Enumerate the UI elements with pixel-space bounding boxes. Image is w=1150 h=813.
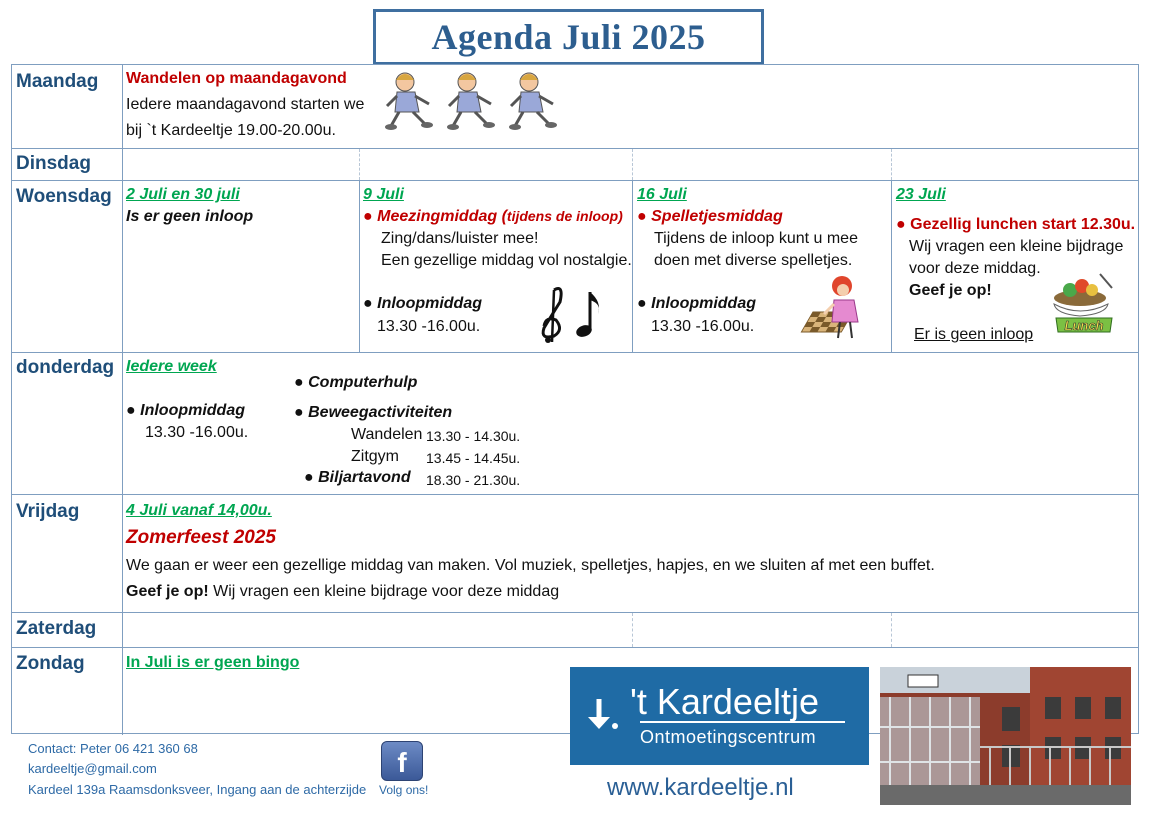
donderdag-computer [294,374,417,392]
woensdag-c3-line-1: Tijdens de inloop kunt u mee [654,230,858,247]
vrijdag-line-1: We gaan er weer een gezellige middag van maken. Vol muziek, spelletjes, hapjes, en we sluiten af met een buffet. [126,557,935,574]
donderdag-header: Iedere week [126,358,217,375]
facebook-letter: f [397,747,407,778]
woensdag-c2-time: 13.30 -16.00u. [377,318,481,335]
row-divider [12,612,1138,613]
activity-time-wandelen: 13.30 - 14.30u. [426,428,521,444]
day-zaterdag: Zaterdag [16,618,97,639]
woensdag-c3-title [637,208,783,226]
beweeg-label: Beweegactiviteiten [308,404,453,421]
day-zondag: Zondag [16,653,85,674]
woensdag-c1-date: 2 Juli en 30 juli [126,186,240,203]
lunch-title: Gezellig lunchen start 12.30u. [910,216,1136,233]
woensdag-c4-date: 23 Juli [896,186,946,203]
bullet: ● [637,295,647,312]
activity-name-zitgym: Zitgym [351,448,399,465]
website-link[interactable]: www.kardeeltje.nl [607,774,794,801]
dashed-divider [359,149,360,180]
woensdag-c2-line-1: Zing/dans/luister mee! [381,230,539,247]
woensdag-c4-note: Er is geen inloop [914,326,1034,343]
day-maandag: Maandag [16,71,99,92]
bullet: ● [363,208,373,225]
row-divider [12,352,1138,353]
woensdag-c3-line-2: doen met diverse spelletjes. [654,252,853,269]
row-divider [12,647,1138,648]
footer-address: Kardeel 139a Raamsdonksveer, Ingang aan de achterzijde [28,782,367,797]
vrijdag-date: 4 Juli vanaf 14,00u. [126,502,272,519]
row-divider [12,494,1138,495]
maandag-line-2: bij `t Kardeeltje 19.00-20.00u. [126,122,336,139]
vrijdag-contribution: Wij vragen een kleine bijdrage voor deze middag [208,583,560,600]
woensdag-c2-inloop [363,295,482,313]
donderdag-inloop-time: 13.30 -16.00u. [145,424,249,441]
dashed-divider [891,613,892,647]
woensdag-c2-title [363,208,623,226]
maandag-line-1: Iedere maandagavond starten we [126,96,365,113]
inloop-label: Inloopmiddag [651,295,756,312]
agenda-table [11,64,1139,734]
row-divider [12,180,1138,181]
vrijdag-signup: Geef je op! [126,583,209,600]
woensdag-c1-text: Is er geen inloop [126,208,254,225]
inloop-label: Inloopmiddag [140,402,245,419]
donderdag-beweeg [294,404,452,422]
footer-contact: Contact: Peter 06 421 360 68 [28,741,198,756]
music-notes-icon [536,282,608,344]
activity-time-zitgym: 13.45 - 14.45u. [426,450,521,466]
woensdag-c4-signup: Geef je op! [909,282,992,299]
walker-icon [509,73,557,130]
woensdag-c3-inloop [637,295,756,313]
woensdag-c4-line-1: Wij vragen een kleine bijdrage [909,238,1124,255]
volg-ons-label: Volg ons! [379,783,429,797]
page-title: Agenda Juli 2025 [431,17,706,57]
meezing-subtitle: tijdens de inloop) [506,208,623,224]
day-woensdag: Woensdag [16,186,112,207]
logo-subtitle: Ontmoetingscentrum [640,727,817,747]
walking-figures-illustration [385,70,570,132]
bullet: ● [304,469,314,486]
vrijdag-title: Zomerfeest 2025 [126,527,276,548]
bullet: ● [294,374,304,391]
woensdag-c3-time: 13.30 -16.00u. [651,318,755,335]
lunch-label: Lunch [1064,318,1104,333]
dashed-divider [632,613,633,647]
bullet: ● [896,216,906,233]
woensdag-c3-date: 16 Juli [637,186,687,203]
donderdag-biljart [304,469,411,487]
walker-icon [385,73,433,130]
meezing-title: Meezingmiddag ( [377,208,507,225]
title-box [373,9,764,65]
lunch-icon [1046,268,1122,338]
building-photo [880,667,1131,805]
walker-icon [447,73,495,130]
column-divider [632,181,633,352]
logo-divider [640,721,845,723]
woensdag-c4-line-2: voor deze middag. [909,260,1041,277]
activity-name-wandelen: Wandelen [351,426,423,443]
column-divider [891,181,892,352]
column-divider [359,181,360,352]
footer-email[interactable]: kardeeltje@gmail.com [28,761,157,776]
bullet: ● [126,402,136,419]
donderdag-inloop [126,402,245,420]
arrow-down-icon [584,697,618,733]
spelletjes-title: Spelletjesmiddag [651,208,783,225]
kardeeltje-logo [570,667,869,765]
dashed-divider [632,149,633,180]
inloop-label: Inloopmiddag [377,295,482,312]
zondag-text: In Juli is er geen bingo [126,654,300,671]
row-divider [12,148,1138,149]
woensdag-c4-title [896,216,1135,234]
facebook-icon[interactable] [381,741,423,781]
bullet: ● [637,208,647,225]
building-photo-image [880,667,1131,805]
dashed-divider [891,149,892,180]
biljart-time: 18.30 - 21.30u. [426,472,521,488]
column-divider [122,65,123,735]
bullet: ● [294,404,304,421]
biljart-label: Biljartavond [318,469,411,486]
maandag-heading: Wandelen op maandagavond [126,70,347,87]
day-vrijdag: Vrijdag [16,501,80,522]
woensdag-c2-date: 9 Juli [363,186,404,203]
day-dinsdag: Dinsdag [16,153,91,174]
vrijdag-line-2 [126,583,559,601]
bullet: ● [363,295,373,312]
computer-label: Computerhulp [308,374,418,391]
girl-chess-icon [786,272,872,344]
logo-name: 't Kardeeltje [630,681,819,722]
day-donderdag: donderdag [16,357,115,378]
woensdag-c2-line-2: Een gezellige middag vol nostalgie. [381,252,632,269]
